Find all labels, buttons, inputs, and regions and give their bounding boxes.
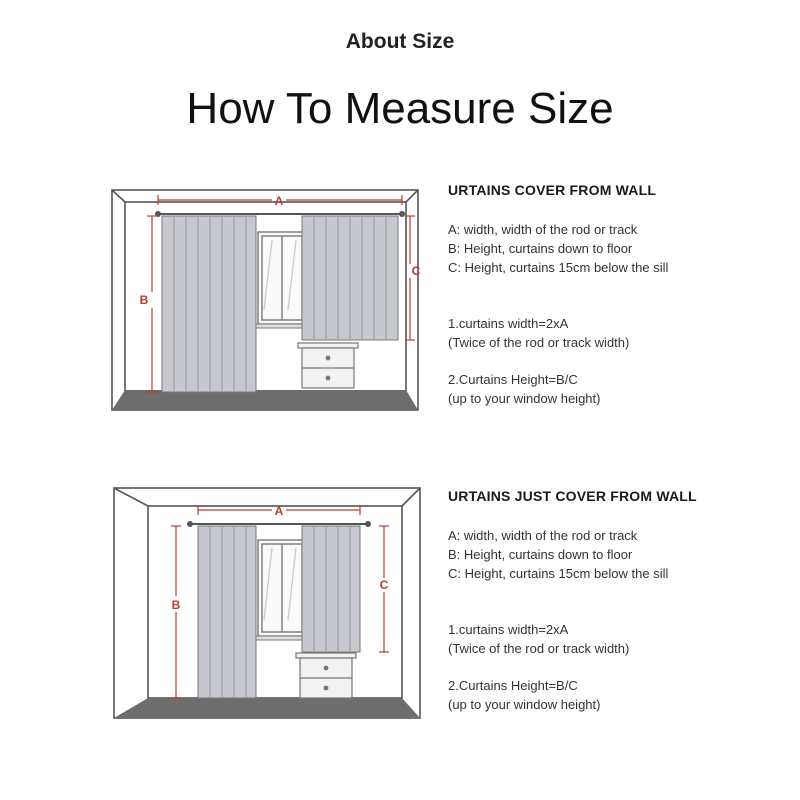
left-curtain (162, 216, 256, 392)
left-curtain (198, 526, 256, 698)
floor (112, 390, 418, 410)
height-formula: 2.Curtains Height=B/C (448, 372, 578, 387)
measurement-info (448, 486, 788, 714)
definition-b: B: Height, curtains down to floor (448, 241, 633, 256)
nightstand (296, 653, 356, 698)
window (258, 232, 306, 324)
right-curtain (302, 216, 398, 340)
label-b: B (139, 293, 149, 307)
measurement-info (448, 180, 788, 408)
panel-cover-from-wall (0, 180, 800, 430)
floor (114, 698, 420, 718)
dimension-b (171, 526, 181, 698)
panel-title: URTAINS COVER FROM WALL (448, 182, 657, 198)
label-c: C (411, 264, 421, 278)
label-a: A (274, 194, 284, 208)
page-title: How To Measure Size (186, 84, 614, 133)
height-formula-note: (up to your window height) (448, 697, 601, 712)
illustration-cover-from-wall (110, 180, 430, 420)
panel-just-cover-from-wall (0, 486, 800, 736)
label-c: C (379, 578, 389, 592)
definition-c: C: Height, curtains 15cm below the sill (448, 566, 669, 581)
height-formula-note: (up to your window height) (448, 391, 601, 406)
width-formula-note: (Twice of the rod or track width) (448, 335, 630, 350)
right-curtain (302, 526, 360, 652)
illustration-just-cover-from-wall (110, 486, 430, 726)
definition-a: A: width, width of the rod or track (448, 528, 638, 543)
definition-a: A: width, width of the rod or track (448, 222, 638, 237)
height-formula: 2.Curtains Height=B/C (448, 678, 578, 693)
width-formula: 1.curtains width=2xA (448, 316, 569, 331)
section-heading: About Size (345, 30, 455, 53)
label-b: B (171, 598, 181, 612)
panel-title: URTAINS JUST COVER FROM WALL (448, 488, 697, 504)
dimension-b (147, 216, 157, 392)
nightstand (298, 343, 358, 388)
width-formula-note: (Twice of the rod or track width) (448, 641, 630, 656)
definition-c: C: Height, curtains 15cm below the sill (448, 260, 669, 275)
definition-b: B: Height, curtains down to floor (448, 547, 633, 562)
width-formula: 1.curtains width=2xA (448, 622, 569, 637)
label-a: A (274, 504, 284, 518)
window (258, 540, 306, 636)
